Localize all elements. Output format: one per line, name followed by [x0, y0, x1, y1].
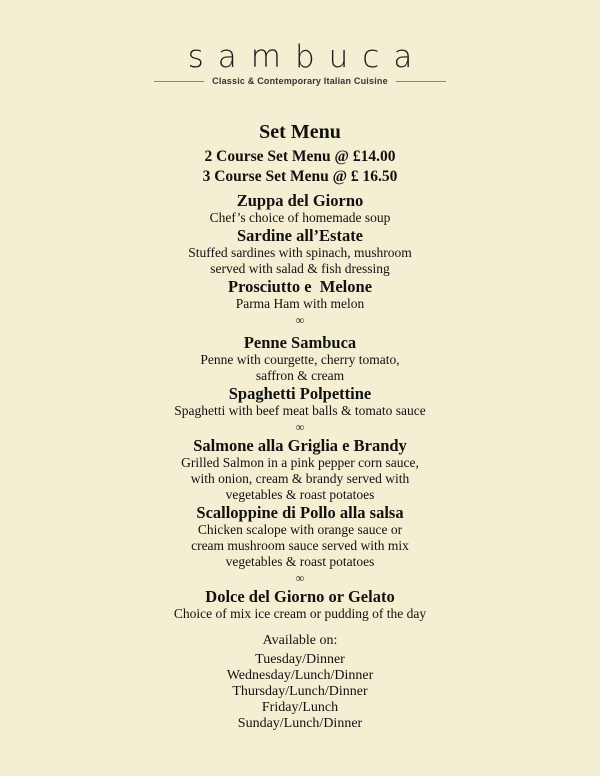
page-title: Set Menu — [259, 121, 341, 143]
availability-day: Friday/Lunch — [261, 700, 339, 715]
dish-description: Spaghetti with beef meat balls & tomato sauce — [174, 403, 426, 418]
availability-day: Wednesday/Lunch/Dinner — [226, 668, 374, 683]
divider-left — [154, 81, 204, 82]
dish-item — [0, 436, 600, 503]
brand-logo: sambuca — [187, 39, 427, 75]
menu-content — [0, 120, 600, 622]
availability-day: Sunday/Lunch/Dinner — [237, 716, 363, 731]
divider-right — [396, 81, 446, 82]
dish-item — [0, 226, 600, 277]
dish-name: Dolce del Giorno or Gelato — [205, 587, 395, 606]
dish-description: Penne with courgette, cherry tomato, — [200, 352, 400, 367]
tagline-row — [0, 76, 600, 86]
availability-day: Tuesday/Dinner — [255, 652, 345, 667]
dish-description: Stuffed sardines with spinach, mushroom — [188, 245, 412, 260]
dish-name: Zuppa del Giorno — [236, 191, 364, 210]
dish-item — [0, 191, 600, 226]
dish-description: served with salad & fish dressing — [210, 261, 390, 276]
dish-description: Chicken scalope with orange sauce or — [197, 522, 403, 537]
price-three-course: 3 Course Set Menu @ £ 16.50 — [202, 168, 398, 185]
dish-description: cream mushroom sauce served with mix — [191, 538, 409, 553]
price-list — [0, 147, 600, 187]
dish-description: Chef’s choice of homemade soup — [209, 210, 391, 225]
dish-name: Salmone alla Griglia e Brandy — [193, 436, 407, 455]
dish-description: vegetables & roast potatoes — [225, 554, 375, 569]
availability-title: Available on: — [262, 633, 338, 648]
course-separator: ∞ — [295, 420, 305, 434]
dish-name: Penne Sambuca — [243, 333, 357, 352]
dish-description: Parma Ham with melon — [235, 296, 365, 311]
dish-description: Choice of mix ice cream or pudding of the day — [173, 606, 427, 621]
dish-name: Sardine all’Estate — [236, 226, 364, 245]
dish-item — [0, 384, 600, 419]
availability-section — [0, 633, 600, 732]
dish-description: vegetables & roast potatoes — [225, 487, 375, 502]
dish-item — [0, 503, 600, 570]
availability-day: Thursday/Lunch/Dinner — [232, 684, 368, 699]
dish-description: saffron & cream — [255, 368, 345, 383]
dish-description: Grilled Salmon in a pink pepper corn sauce, — [181, 455, 419, 470]
course-separator: ∞ — [295, 571, 305, 585]
dish-item — [0, 277, 600, 312]
dish-description: with onion, cream & brandy served with — [190, 471, 410, 486]
dish-name: Prosciutto e Melone — [227, 277, 373, 296]
tagline: Classic & Contemporary Italian Cuisine — [212, 76, 388, 86]
dish-name: Spaghetti Polpettine — [228, 384, 372, 403]
dish-item — [0, 587, 600, 622]
dish-name: Scalloppine di Pollo alla salsa — [196, 503, 404, 522]
price-two-course: 2 Course Set Menu @ £14.00 — [204, 148, 396, 165]
dish-item — [0, 333, 600, 384]
course-separator: ∞ — [295, 313, 305, 327]
brand-header — [0, 40, 600, 86]
